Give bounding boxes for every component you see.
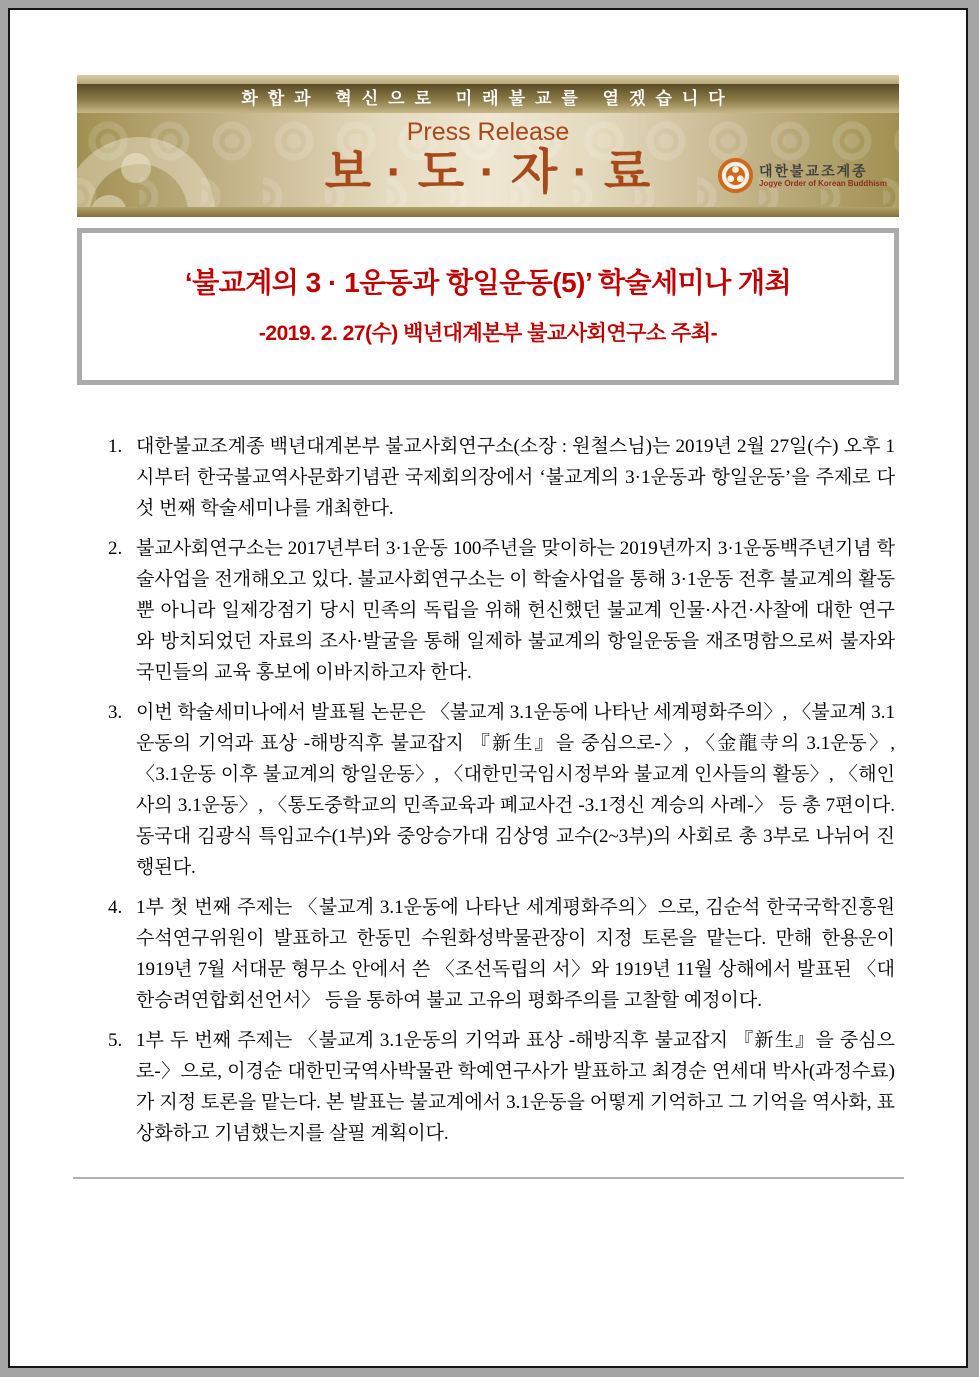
paragraph-text: 1부 첫 번째 주제는 〈불교계 3.1운동에 나타난 세계평화주의〉으로, 김순석 한국국학진흥원 수석연구위원이 발표하고 한동민 수원화성박물관장이 지정 토론을 맡는다. 만해 한용운이 1919년 7월 서대문 형무소 안에서 쓴 〈조선독립의 서〉와 1919년 11월 상해에서 발표된 〈대한승려연합회선언서〉 등을 통하여 불교 고유의 평화주의를 고찰할 예정이다. bbox=[136, 897, 895, 1011]
banner-slogan: 화합과 혁신으로 미래불교를 열겠습니다 bbox=[77, 84, 899, 113]
document-page bbox=[8, 8, 968, 1368]
banner-top-strip bbox=[77, 75, 899, 84]
paragraph-5 bbox=[108, 1025, 895, 1149]
org-name-korean: 대한불교조계종 bbox=[758, 162, 868, 179]
paragraph-4 bbox=[108, 892, 895, 1016]
paragraph-text: 대한불교조계종 백년대계본부 불교사회연구소(소장 : 원철스님)는 2019년 2월 27일(수) 오후 1시부터 한국불교역사문화기념관 국제회의장에서 ‘불교계의 3·1운동과 항일운동’을 주제로 다섯 번째 학술세미나를 개최한다. bbox=[136, 436, 895, 519]
paragraph-number: 3. bbox=[108, 702, 123, 723]
banner-main bbox=[77, 113, 899, 207]
logo-text-group bbox=[759, 163, 887, 189]
document-subtitle: -2019. 2. 27(수) 백년대계본부 불교사회연구소 주최- bbox=[258, 322, 718, 345]
paragraph-1 bbox=[108, 431, 895, 524]
paragraph-text: 불교사회연구소는 2017년부터 3·1운동 100주년을 맞이하는 2019년까지 3·1운동백주년기념 학술사업을 전개해오고 있다. 불교사회연구소는 이 학술사업을 통해 3·1운동 전후 불교계의 활동 뿐 아니라 일제강점기 당시 민족의 독립을 위해 헌신했던 불교계 인물·사건·사찰에 대한 연구와 방치되었던 자료의 조사·발굴을 통해 일제하 불교계의 항일운동을 재조명함으로써 불자와 국민들의 교육 홍보에 이바지하고자 한다. bbox=[136, 538, 895, 683]
paragraph-3 bbox=[108, 697, 895, 883]
press-release-en-label: Press Release bbox=[406, 118, 570, 146]
org-name-english: Jogye Order of Korean Buddhism bbox=[758, 178, 887, 188]
press-release-banner bbox=[77, 75, 899, 217]
banner-bottom-strip bbox=[77, 207, 899, 217]
paragraph-text: 1부 두 번째 주제는 〈불교계 3.1운동의 기억과 표상 -해방직후 불교잡지 『新生』을 중심으로-〉으로, 이경순 대한민국역사박물관 학예연구사가 발표하고 최경순 연세대 박사(과정수료)가 지정 토론을 맡는다. 본 발표는 불교계에서 3.1운동을 어떻게 기억하고 그 기억을 역사화, 표상화하고 기념했는지를 살필 계획이다. bbox=[136, 1030, 895, 1144]
document-body bbox=[108, 431, 895, 1149]
headline-box bbox=[77, 228, 899, 385]
paragraph-2 bbox=[108, 533, 895, 688]
jogye-emblem-icon bbox=[717, 157, 754, 194]
document-title: ‘불교계의 3 · 1운동과 항일운동(5)’ 학술세미나 개최 bbox=[184, 267, 792, 298]
paragraph-number: 2. bbox=[108, 538, 123, 559]
paragraph-number: 1. bbox=[108, 436, 123, 457]
footer-divider bbox=[73, 1177, 904, 1179]
press-release-ko-title: 보 · 도 · 자 · 료 bbox=[324, 146, 652, 199]
paragraph-number: 4. bbox=[108, 897, 123, 918]
paragraph-number: 5. bbox=[108, 1030, 123, 1051]
jogye-order-logo bbox=[717, 157, 887, 194]
paragraph-text: 이번 학술세미나에서 발표될 논문은 〈불교계 3.1운동에 나타난 세계평화주의〉, 〈불교계 3.1운동의 기억과 표상 -해방직후 불교잡지 『新生』을 중심으로-〉, 〈金龍寺의 3.1운동〉, 〈3.1운동 이후 불교계의 항일운동〉, 〈대한민국임시정부와 불교계 인사들의 활동〉, 〈해인사의 3.1운동〉, 〈통도중학교의 민족교육과 폐교사건 -3.1정신 계승의 사례-〉 등 총 7편이다. 동국대 김광식 특임교수(1부)와 중앙승가대 김상영 교수(2~3부)의 사회로 총 3부로 나뉘어 진행된다. bbox=[136, 702, 895, 878]
